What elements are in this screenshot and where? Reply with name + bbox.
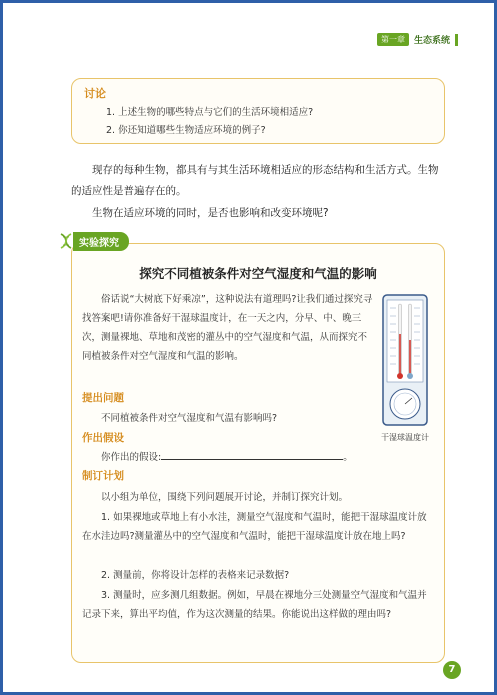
plan-item-2: 2. 测量前，你将设计怎样的表格来记录数据? xyxy=(101,570,290,581)
experiment-tab-label: 实验探究 xyxy=(73,232,129,251)
question-heading: 提出问题 xyxy=(82,392,124,404)
experiment-intro: 俗话说“大树底下好乘凉”，这种说法有道理吗?让我们通过探究寻找答案吧!请你准备好干湿球温度计，在一天之内，分早、中、晚三次，测量裸地、草地和茂密的灌丛中的空气湿度和气温，从而探究不同植被条件对空气湿度和气温的影响。 xyxy=(82,294,373,362)
plan-heading: 制订计划 xyxy=(82,470,124,482)
page-header xyxy=(377,33,458,46)
hypothesis-prompt: 你作出的假设: xyxy=(101,452,162,463)
plan-item-1: 1. 如果裸地或草地上有小水洼，测量空气湿度和气温时，能把干湿球温度计放在水洼边吗?测量灌丛中的空气湿度和气温时，能把干湿球温度计放在地上吗? xyxy=(82,512,427,542)
hypothesis-line xyxy=(82,448,434,467)
experiment-tab xyxy=(57,232,129,250)
hypothesis-heading: 作出假设 xyxy=(82,432,124,444)
hygrometer-icon xyxy=(382,294,428,426)
experiment-box xyxy=(71,243,445,663)
chapter-tag: 第一章 xyxy=(377,33,409,46)
header-bar xyxy=(455,34,458,46)
body-paragraph-2: 生物在适应环境的同时，是否也影响和改变环境呢? xyxy=(92,207,329,219)
body-paragraph-1: 现存的每种生物，都具有与其生活环境相适应的形态结构和生活方式。生物的适应性是普遍存在的。 xyxy=(71,164,439,197)
hypothesis-end: 。 xyxy=(343,452,353,463)
hypothesis-blank[interactable] xyxy=(161,449,343,460)
section-name: 生态系统 xyxy=(413,36,450,46)
figure-caption: 干湿球温度计 xyxy=(381,433,429,442)
discussion-item-2: 2. 你还知道哪些生物适应环境的例子? xyxy=(106,125,266,136)
page-number: 7 xyxy=(443,661,461,679)
hygrometer-image xyxy=(382,294,428,426)
discussion-item-1: 1. 上述生物的哪些特点与它们的生活环境相适应? xyxy=(106,107,314,118)
plan-item-3: 3. 测量时，应多测几组数据。例如，早晨在裸地分三处测量空气湿度和气温并记录下来，算出平均值，作为这次测量的结果。你能说出这样做的理由吗? xyxy=(82,590,427,620)
plan-intro: 以小组为单位，围绕下列问题展开讨论，并制订探究计划。 xyxy=(101,492,349,503)
discussion-title: 讨论 xyxy=(84,87,106,100)
experiment-title: 探究不同植被条件对空气湿度和气温的影响 xyxy=(139,266,377,281)
discussion-box xyxy=(71,78,445,144)
question-text: 不同植被条件对空气湿度和气温有影响吗? xyxy=(101,413,278,424)
